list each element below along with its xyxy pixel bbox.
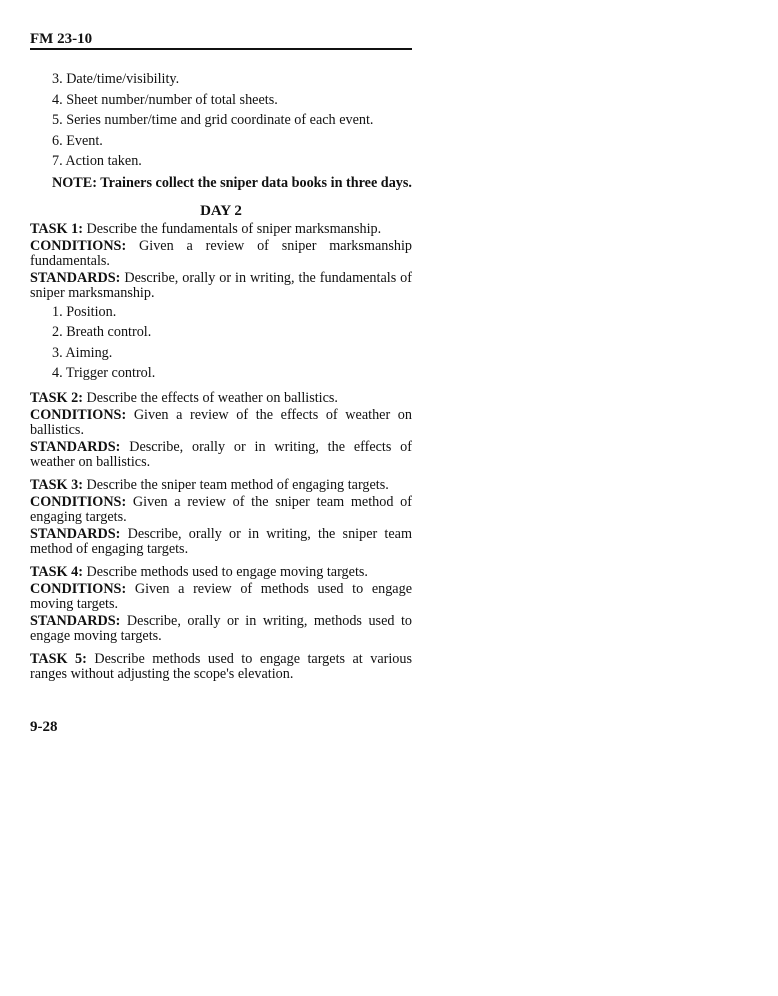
task-3: TASK 3: Describe the sniper team method of engaging targets. — [30, 476, 389, 493]
page-header — [30, 30, 412, 50]
list-item: 6. Event. — [52, 132, 103, 149]
list-item: 2. Breath control. — [52, 324, 152, 340]
task-1: TASK 1: Describe the fundamentals of sniper marksmanship. — [30, 220, 382, 237]
list-item: 4. Trigger control. — [52, 365, 156, 381]
task-2-conditions: CONDITIONS: Given a review of the effects of weather on ballistics. — [30, 406, 412, 438]
list-item: 4. Sheet number/number of total sheets. — [52, 91, 278, 108]
day-heading: DAY 2 — [200, 202, 242, 219]
page-number: 9-28 — [30, 719, 58, 735]
task-1-conditions: CONDITIONS: Given a review of sniper marksmanship fundamentals. — [30, 237, 412, 269]
list-item: 1. Position. — [52, 303, 117, 320]
task-4-conditions: CONDITIONS: Given a review of methods used to engage moving targets. — [30, 580, 412, 612]
task-1-standards: STANDARDS: Describe, orally or in writing, the fundamentals of sniper marksmanship. — [30, 269, 412, 301]
list-item: 3. Aiming. — [52, 344, 113, 361]
page-content — [30, 70, 412, 684]
task-3-standards: STANDARDS: Describe, orally or in writing, the sniper team method of engaging targets. — [30, 525, 412, 557]
note: NOTE: Trainers collect the sniper data books in three days. — [52, 174, 412, 191]
task-2-standards: STANDARDS: Describe, orally or in writing, the effects of weather on ballistics. — [30, 438, 412, 470]
task-4-standards: STANDARDS: Describe, orally or in writing, methods used to engage moving targets. — [30, 612, 412, 644]
task-5: TASK 5: Describe methods used to engage targets at various ranges without adjusting the scope's elevation. — [30, 650, 412, 682]
task-3-conditions: CONDITIONS: Given a review of the sniper team method of engaging targets. — [30, 493, 412, 525]
task-2: TASK 2: Describe the effects of weather on ballistics. — [30, 389, 338, 406]
list-item: 3. Date/time/visibility. — [52, 71, 180, 87]
manual-title: FM 23-10 — [30, 31, 93, 47]
list-item: 7. Action taken. — [52, 153, 142, 169]
task-4: TASK 4: Describe methods used to engage moving targets. — [30, 563, 368, 580]
list-item: 5. Series number/time and grid coordinate of each event. — [52, 112, 374, 128]
